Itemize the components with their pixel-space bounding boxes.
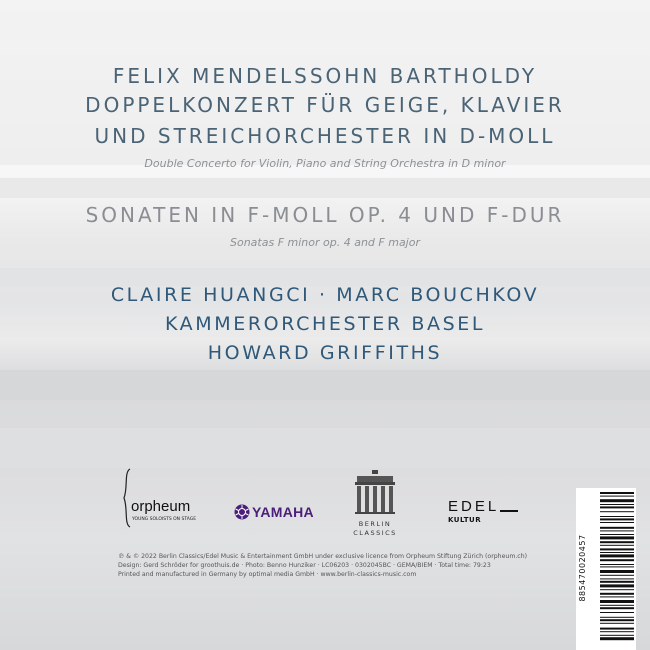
orpheum-logo [122, 468, 212, 528]
barcode-bar [600, 607, 634, 609]
barcode-bar [600, 548, 634, 550]
barcode-bar [600, 530, 634, 531]
legal-line-2: Design: Gerd Schröder for groothuis.de · Photo: Benno Hunziker · LC06203 · 0302045BC · GEMA/BIEM · Total time: 79:23 [118, 562, 491, 569]
composer-title: FELIX MENDELSSOHN BARTHOLDY [112, 64, 538, 88]
brandenburg-gate-icon [353, 468, 397, 514]
legal-line-1: ℗ & © 2022 Berlin Classics/Edel Music & Entertainment GmbH under exclusive licence from Orpheum Stiftung Zürich (orpheum.ch) [118, 553, 528, 560]
barcode-bar [600, 623, 634, 624]
barcode-bar [600, 564, 634, 565]
work2-english: Sonatas F minor op. 4 and F major [229, 236, 420, 249]
berlin-classics-logo [350, 468, 400, 542]
barcode-bar [600, 635, 634, 636]
barcode-bar [600, 496, 634, 497]
barcode-bars [586, 492, 634, 646]
barcode-bar [600, 619, 634, 621]
barcode-bar [600, 554, 634, 557]
logo-row [0, 468, 650, 548]
barcode-bar [600, 536, 634, 539]
barcode-bar [600, 492, 634, 494]
barcode-bar [600, 559, 634, 561]
yamaha-wordmark: YAMAHA [252, 504, 314, 520]
barcode-bar [600, 578, 634, 579]
barcode-bar [600, 628, 634, 630]
barcode-bar [600, 566, 634, 567]
barcode-bar [600, 534, 634, 535]
barcode-bar [600, 518, 634, 520]
barcode-bar [600, 612, 634, 613]
berlin-line2: CLASSICS [353, 529, 397, 537]
barcode-bar [600, 596, 634, 597]
barcode-bar [600, 600, 634, 603]
barcode-bar [600, 506, 634, 508]
edel-kultur-logo [448, 498, 528, 528]
tuning-forks-icon [234, 504, 250, 520]
artist-line-3: HOWARD GRIFFITHS [207, 342, 443, 364]
barcode-bar [600, 581, 634, 583]
barcode-bar [600, 593, 634, 595]
work1-title-line1: DOPPELKONZERT FÜR GEIGE, KLAVIER [85, 93, 565, 117]
barcode-bar [600, 605, 634, 606]
edel-subline: KULTUR [448, 516, 482, 524]
legal-line-3: Printed and manufactured in Germany by optimal media GmbH · www.berlin-classics-music.com [118, 571, 417, 578]
barcode-bar [600, 541, 634, 543]
barcode-bar [600, 522, 634, 523]
barcode-bar [600, 589, 634, 590]
barcode-bar [600, 545, 634, 546]
barcode-bar [600, 516, 634, 517]
orpheum-name: orpheum [131, 498, 191, 515]
legal-notice [118, 552, 527, 579]
berlin-line1: BERLIN [358, 520, 392, 528]
artist-line-2: KAMMERORCHESTER BASEL [164, 313, 486, 335]
artist-line-1: CLAIRE HUANGCI · MARC BOUCHKOV [110, 284, 540, 306]
barcode-number: 885470020457 [578, 534, 587, 602]
barcode-bar [600, 570, 634, 573]
work1-title-line2: UND STREICHORCHESTER IN D-MOLL [94, 124, 556, 148]
barcode-bar [600, 584, 634, 587]
barcode-bar [600, 511, 634, 512]
orpheum-tagline: YOUNG SOLOISTS ON STAGE [132, 517, 197, 522]
barcode-bar [600, 575, 634, 576]
barcode-bar [600, 617, 634, 618]
barcode-bar [600, 527, 634, 529]
barcode-bar [600, 499, 634, 502]
barcode-bar [600, 631, 634, 632]
barcode-bar [600, 552, 634, 553]
edel-underline [500, 510, 518, 512]
barcode-bar [600, 504, 634, 505]
barcode-bar [600, 637, 634, 640]
work2-title: SONATEN IN F-MOLL OP. 4 UND F-DUR [85, 203, 565, 227]
barcode [576, 488, 636, 650]
edel-wordmark: EDEL [448, 498, 500, 515]
work1-english: Double Concerto for Violin, Piano and String Orchestra in D minor [144, 157, 506, 170]
